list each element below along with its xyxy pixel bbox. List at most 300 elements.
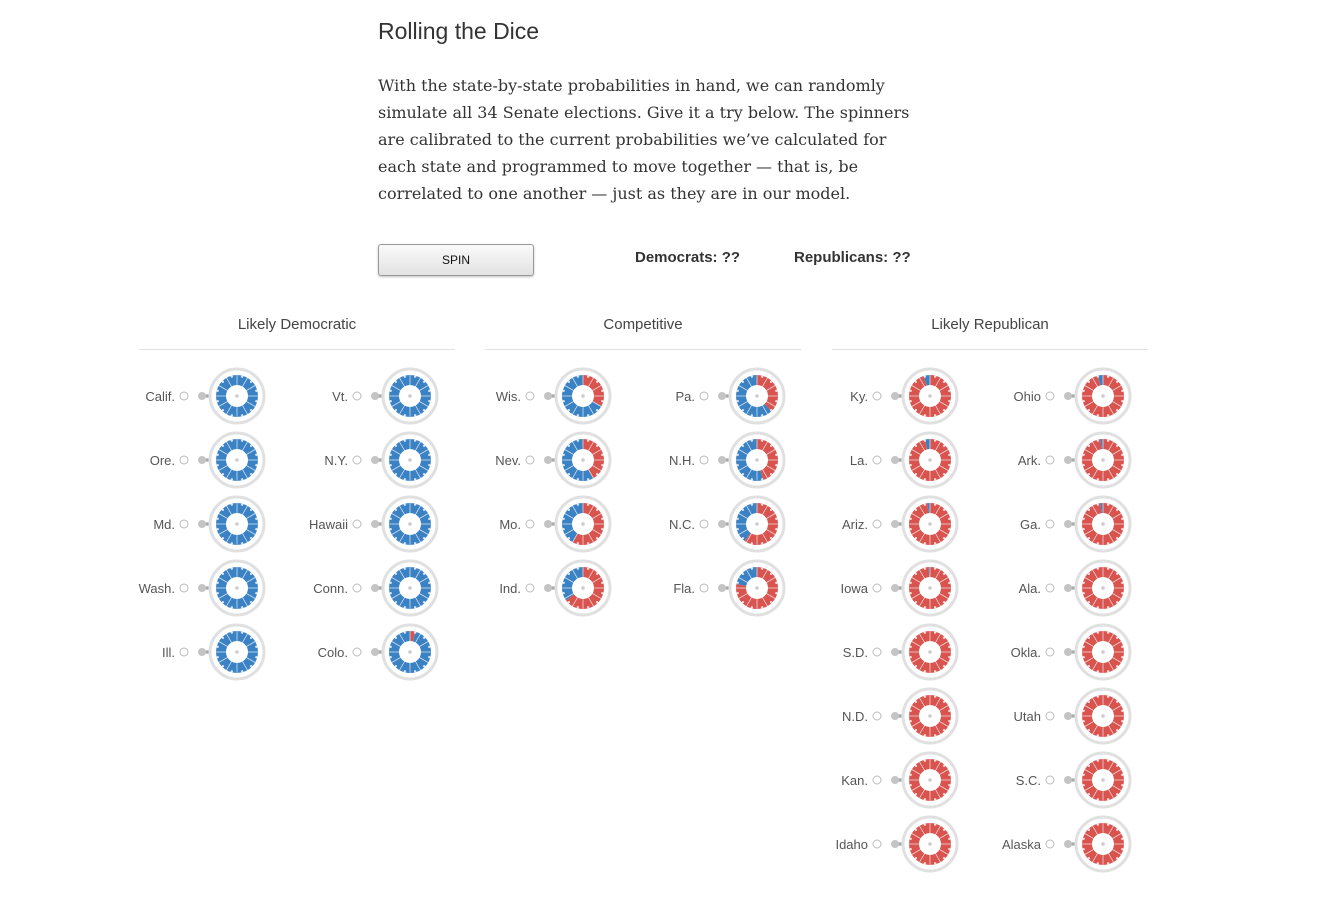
spinner-rim-mark [414,670,416,672]
spinner-rim-mark [909,518,911,520]
spinner-rim-mark [909,528,911,530]
spinner-rim-mark [216,518,218,520]
state-radio[interactable] [526,456,534,464]
spinner-rim-mark [948,784,950,786]
spinner-rim-mark [1088,537,1090,539]
spinner-rim-mark [404,414,406,416]
spinner-handle-knob [891,456,899,464]
spinner-rim-mark [1088,381,1090,383]
state-radio[interactable] [1046,392,1054,400]
spinner-rim-mark [736,582,738,584]
spinner-md [153,497,264,551]
state-label: Ala. [1018,581,1041,596]
spinner-rim-mark [1082,528,1084,530]
spinner-rim-mark [596,509,598,511]
spinner-handle-knob [891,776,899,784]
spinner-rim-mark [395,409,397,411]
spinner-rim-mark [915,637,917,639]
spinner-rim-mark [934,759,936,761]
spinner-rim-mark [948,774,950,776]
spinner-rim-mark [1107,759,1109,761]
state-label: La. [849,453,868,468]
spinner-rim-mark [943,793,945,795]
state-radio[interactable] [353,456,361,464]
spinner-rim-mark [255,390,257,392]
spinner-rim-mark [924,798,926,800]
spinner-rim-mark [568,601,570,603]
spinner-rim-mark [404,542,406,544]
spinner-rim-mark [250,473,252,475]
spinner-center-dot [1101,394,1105,398]
spinner-rim-mark [250,573,252,575]
spinner-ga [1020,497,1130,551]
spinner-rim-mark [915,537,917,539]
spinner-rim-mark [1088,829,1090,831]
section-title: Rolling the Dice [378,18,540,44]
spinner-rim-mark [241,414,243,416]
state-radio[interactable] [873,776,881,784]
state-radio[interactable] [1046,456,1054,464]
spinner-rim-mark [775,454,777,456]
state-label: Pa. [675,389,695,404]
spinner-rim-mark [587,567,589,569]
spinner-n-c [669,497,784,551]
spinner-rim-mark [775,528,777,530]
spinner-rim-mark [428,528,430,530]
spinner-rim-mark [395,473,397,475]
spinner-rim-mark [216,390,218,392]
spinner-handle-knob [1064,520,1072,528]
spinner-rim-mark [587,414,589,416]
state-radio[interactable] [873,520,881,528]
spinner-n-d [842,689,957,743]
spinner-rim-mark [241,606,243,608]
spinner-rim-mark [222,537,224,539]
state-radio[interactable] [353,584,361,592]
spinner-rim-mark [216,646,218,648]
spinner-rim-mark [404,375,406,377]
spinner-rim-mark [250,381,252,383]
state-radio[interactable] [180,392,188,400]
spinner-rim-mark [587,439,589,441]
spinner-rim-mark [389,582,391,584]
spinner-rim-mark [943,445,945,447]
spinner-center-dot [408,458,412,462]
spinner-rim-mark [934,631,936,633]
spinner-rim-mark [404,567,406,569]
spinner-rim-mark [395,637,397,639]
spinner-rim-mark [909,710,911,712]
state-radio[interactable] [873,392,881,400]
spinner-rim-mark [1088,665,1090,667]
column-heading-competitive: Competitive [603,316,683,333]
spinner-rim-mark [915,829,917,831]
spinner-rim-mark [775,592,777,594]
state-radio[interactable] [700,584,708,592]
spinner-rim-mark [389,656,391,658]
spinner-rim-mark [1121,720,1123,722]
spinner-rim-mark [742,601,744,603]
spinner-rim-mark [1121,518,1123,520]
spinner-rim-mark [255,592,257,594]
spinner-rim-mark [751,542,753,544]
spinner-rim-mark [1107,503,1109,505]
spinner-rim-mark [770,473,772,475]
state-radio[interactable] [526,520,534,528]
spinner-rim-mark [1107,823,1109,825]
spinner-rim-mark [1097,734,1099,736]
spinner-rim-mark [423,665,425,667]
spinner-rim-mark [1107,567,1109,569]
spinner-rim-mark [231,670,233,672]
spinner-center-dot [1101,714,1105,718]
spinner-rim-mark [389,646,391,648]
state-radio[interactable] [1046,520,1054,528]
spinner-handle-knob [198,648,206,656]
spinner-rim-mark [1097,567,1099,569]
spinner-rim-mark [255,400,257,402]
state-radio[interactable] [873,456,881,464]
spinner-rim-mark [775,390,777,392]
state-radio[interactable] [353,648,361,656]
spinner-rim-mark [1116,637,1118,639]
spinner-rim-mark [241,542,243,544]
spinner-rim-mark [1121,390,1123,392]
spinner-ill [162,625,264,679]
spinner-rim-mark [596,601,598,603]
spinner-rim-mark [934,567,936,569]
state-label: Vt. [332,389,348,404]
state-label: N.D. [842,709,868,724]
spinner-handle-knob [1064,776,1072,784]
spinner-rim-mark [1082,390,1084,392]
spinner-rim-mark [428,390,430,392]
spinner-rim-mark [909,656,911,658]
spinner-rim-mark [948,720,950,722]
spinner-rim-mark [577,478,579,480]
state-radio[interactable] [1046,584,1054,592]
spinner-center-dot [1101,586,1105,590]
spinner-rim-mark [751,606,753,608]
spinner-rim-mark [414,439,416,441]
state-radio[interactable] [526,392,534,400]
state-radio[interactable] [873,840,881,848]
spinner-rim-mark [915,765,917,767]
spinner-iowa [841,561,957,615]
spinner-rim-mark [915,729,917,731]
spinner-rim-mark [216,656,218,658]
spinner-rim-mark [943,857,945,859]
spinner-rim-mark [924,734,926,736]
state-label: Idaho [835,837,868,852]
spinner-center-dot [1101,522,1105,526]
spinner-rim-mark [389,464,391,466]
spinner-rim-mark [770,601,772,603]
spinner-rim-mark [943,573,945,575]
state-label: Alaska [1001,837,1041,852]
spinner-rim-mark [216,528,218,530]
spinner-rim-mark [1107,439,1109,441]
spinner-center-dot [755,458,759,462]
spinner-rim-mark [1107,606,1109,608]
state-label: Hawaii [308,517,348,532]
spinner-rim-mark [231,375,233,377]
spinner-rim-mark [909,400,911,402]
spinner-handle-knob [1064,584,1072,592]
spinner-rim-mark [241,670,243,672]
spinner-rim-mark [742,381,744,383]
state-label: Iowa [840,581,868,596]
spinner-rim-mark [222,665,224,667]
spinner-center-dot [408,394,412,398]
spinner-center-dot [755,522,759,526]
spinner-rim-mark [761,375,763,377]
state-label: Calif. [145,389,175,404]
spinner-rim-mark [601,400,603,402]
state-label: Ind. [499,581,521,596]
spinner-rim-mark [909,592,911,594]
spinner-rim-mark [761,414,763,416]
spinner-rim-mark [1097,695,1099,697]
state-radio[interactable] [1046,712,1054,720]
spinner-handle-knob [891,392,899,400]
state-radio[interactable] [1046,776,1054,784]
spinner-ark [1018,433,1130,487]
spinner-rim-mark [423,473,425,475]
spinner-handle-knob [891,648,899,656]
spinner-rim-mark [587,606,589,608]
spinner-rim-mark [924,503,926,505]
spinner-rim-mark [423,573,425,575]
spinner-rim-mark [934,503,936,505]
spinner-rim-mark [1121,464,1123,466]
spinner-rim-mark [241,503,243,505]
spinner-rim-mark [1116,473,1118,475]
state-label: Nev. [495,453,521,468]
spinner-rim-mark [395,537,397,539]
state-radio[interactable] [873,648,881,656]
spinner-rim-mark [909,838,911,840]
spinner-rim-mark [1088,573,1090,575]
spinner-rim-mark [751,567,753,569]
spinner-rim-mark [1082,710,1084,712]
spinner-rim-mark [389,518,391,520]
spinner-rim-mark [948,518,950,520]
spinner-rim-mark [934,670,936,672]
spinner-rim-mark [924,823,926,825]
state-radio[interactable] [873,712,881,720]
spinner-center-dot [755,394,759,398]
spinner-rim-mark [577,414,579,416]
spinner-rim-mark [1116,701,1118,703]
spinner-rim-mark [222,601,224,603]
spinner-rim-mark [761,606,763,608]
spinner-rim-mark [915,701,917,703]
spinner-rim-mark [231,439,233,441]
spinner-rim-mark [943,601,945,603]
spinner-rim-mark [414,503,416,505]
spinner-handle-knob [891,584,899,592]
spinner-rim-mark [428,646,430,648]
state-label: Wis. [495,389,521,404]
spinner-rim-mark [736,454,738,456]
state-radio[interactable] [1046,840,1054,848]
spinner-rim-mark [761,478,763,480]
state-label: Ariz. [842,517,868,532]
spinner-rim-mark [562,464,564,466]
spinner-rim-mark [934,798,936,800]
spinner-rim-mark [1082,582,1084,584]
spinner-rim-mark [1088,409,1090,411]
spinner-rim-mark [1082,518,1084,520]
spinner-rim-mark [241,478,243,480]
spinner-rim-mark [1116,793,1118,795]
spinner-rim-mark [241,439,243,441]
spinner-center-dot [928,778,932,782]
spinner-handle-knob [371,520,379,528]
spinner-rim-mark [1121,582,1123,584]
spinner-conn [313,561,437,615]
spinner-rim-mark [241,631,243,633]
spinner-rim-mark [909,390,911,392]
spinner-handle-knob [544,392,552,400]
spin-button[interactable]: SPIN [378,244,534,276]
state-radio[interactable] [700,456,708,464]
spinner-rim-mark [216,400,218,402]
spinner-rim-mark [934,734,936,736]
spinner-rim-mark [216,592,218,594]
spinner-hawaii [309,497,437,551]
spinner-rim-mark [1082,656,1084,658]
spinner-handle-knob [891,840,899,848]
spinner-rim-mark [924,478,926,480]
spinner-center-dot [581,458,585,462]
spinner-rim-mark [1088,729,1090,731]
spinner-rim-mark [414,375,416,377]
state-label: Ark. [1017,453,1041,468]
spinner-ore [150,433,264,487]
spinner-rim-mark [1107,862,1109,864]
spinner-s-c [1016,753,1130,807]
state-label: Conn. [313,581,348,596]
spinner-rim-mark [915,409,917,411]
spinner-rim-mark [562,592,564,594]
state-radio[interactable] [353,392,361,400]
spinner-center-dot [755,586,759,590]
spinner-rim-mark [909,774,911,776]
spinner-rim-mark [404,631,406,633]
spinner-rim-mark [915,509,917,511]
state-radio[interactable] [353,520,361,528]
spinner-rim-mark [577,375,579,377]
spinner-vt [332,369,437,423]
state-radio[interactable] [873,584,881,592]
spinner-rim-mark [1121,838,1123,840]
spinner-rim-mark [414,478,416,480]
spinner-rim-mark [255,656,257,658]
state-radio[interactable] [180,648,188,656]
democrats-tally: Democrats: ?? [635,249,741,266]
state-label: Md. [153,517,175,532]
spinner-rim-mark [1121,848,1123,850]
spinner-rim-mark [943,729,945,731]
state-label: Ill. [162,645,175,660]
state-radio[interactable] [180,456,188,464]
state-radio[interactable] [526,584,534,592]
spinner-rim-mark [915,573,917,575]
spinner-rim-mark [1107,631,1109,633]
state-label: S.D. [842,645,868,660]
spinner-rim-mark [1082,592,1084,594]
spinner-rim-mark [231,414,233,416]
state-radio[interactable] [180,520,188,528]
spinner-rim-mark [423,509,425,511]
spinner-rim-mark [562,518,564,520]
spinner-handle-knob [718,584,726,592]
spinner-rim-mark [948,528,950,530]
state-radio[interactable] [700,392,708,400]
spinner-handle-knob [198,456,206,464]
spinner-rim-mark [389,390,391,392]
spinner-center-dot [408,522,412,526]
spinner-rim-mark [775,582,777,584]
spinner-rim-mark [231,631,233,633]
spinner-rim-mark [216,464,218,466]
spinner-rim-mark [255,454,257,456]
spinner-rim-mark [1088,857,1090,859]
spinner-rim-mark [770,537,772,539]
spinner-rim-mark [943,765,945,767]
state-radio[interactable] [180,584,188,592]
spinner-rim-mark [250,665,252,667]
spinner-rim-mark [1097,798,1099,800]
spinner-handle-knob [198,520,206,528]
state-radio[interactable] [700,520,708,528]
spinner-rim-mark [1116,765,1118,767]
spinner-rim-mark [241,375,243,377]
spinner-rim-mark [934,695,936,697]
spinner-rim-mark [1107,414,1109,416]
spinner-handle-knob [544,584,552,592]
spinner-rim-mark [562,454,564,456]
spinner-rim-mark [389,528,391,530]
spinner-rim-mark [428,582,430,584]
spinner-center-dot [928,714,932,718]
spinner-ohio [1014,369,1130,423]
spinner-rim-mark [1121,646,1123,648]
spinner-rim-mark [601,518,603,520]
spinner-rim-mark [1116,729,1118,731]
spinner-rim-mark [222,637,224,639]
spinner-rim-mark [1088,793,1090,795]
spinner-rim-mark [1082,838,1084,840]
spinner-rim-mark [231,606,233,608]
spinner-rim-mark [1082,646,1084,648]
spinner-rim-mark [404,606,406,608]
spinner-rim-mark [1121,710,1123,712]
spinner-center-dot [1101,650,1105,654]
spinner-rim-mark [1097,631,1099,633]
state-radio[interactable] [1046,648,1054,656]
spinner-rim-mark [909,784,911,786]
spinner-rim-mark [948,710,950,712]
spinner-rim-mark [761,542,763,544]
intro-paragraph: With the state-by-state probabilities in hand, we can randomly simulate all 34 Senate elections. Give it a try below. The spinners are calibrated to the current probabilities we’ve calculated for each state and programmed to move together — that is, be correlated to one another — just as they are in our model. [378,76,910,203]
spinner-fla [673,561,784,615]
spinner-rim-mark [1116,601,1118,603]
state-label: Ga. [1020,517,1041,532]
spinner-rim-mark [1107,670,1109,672]
